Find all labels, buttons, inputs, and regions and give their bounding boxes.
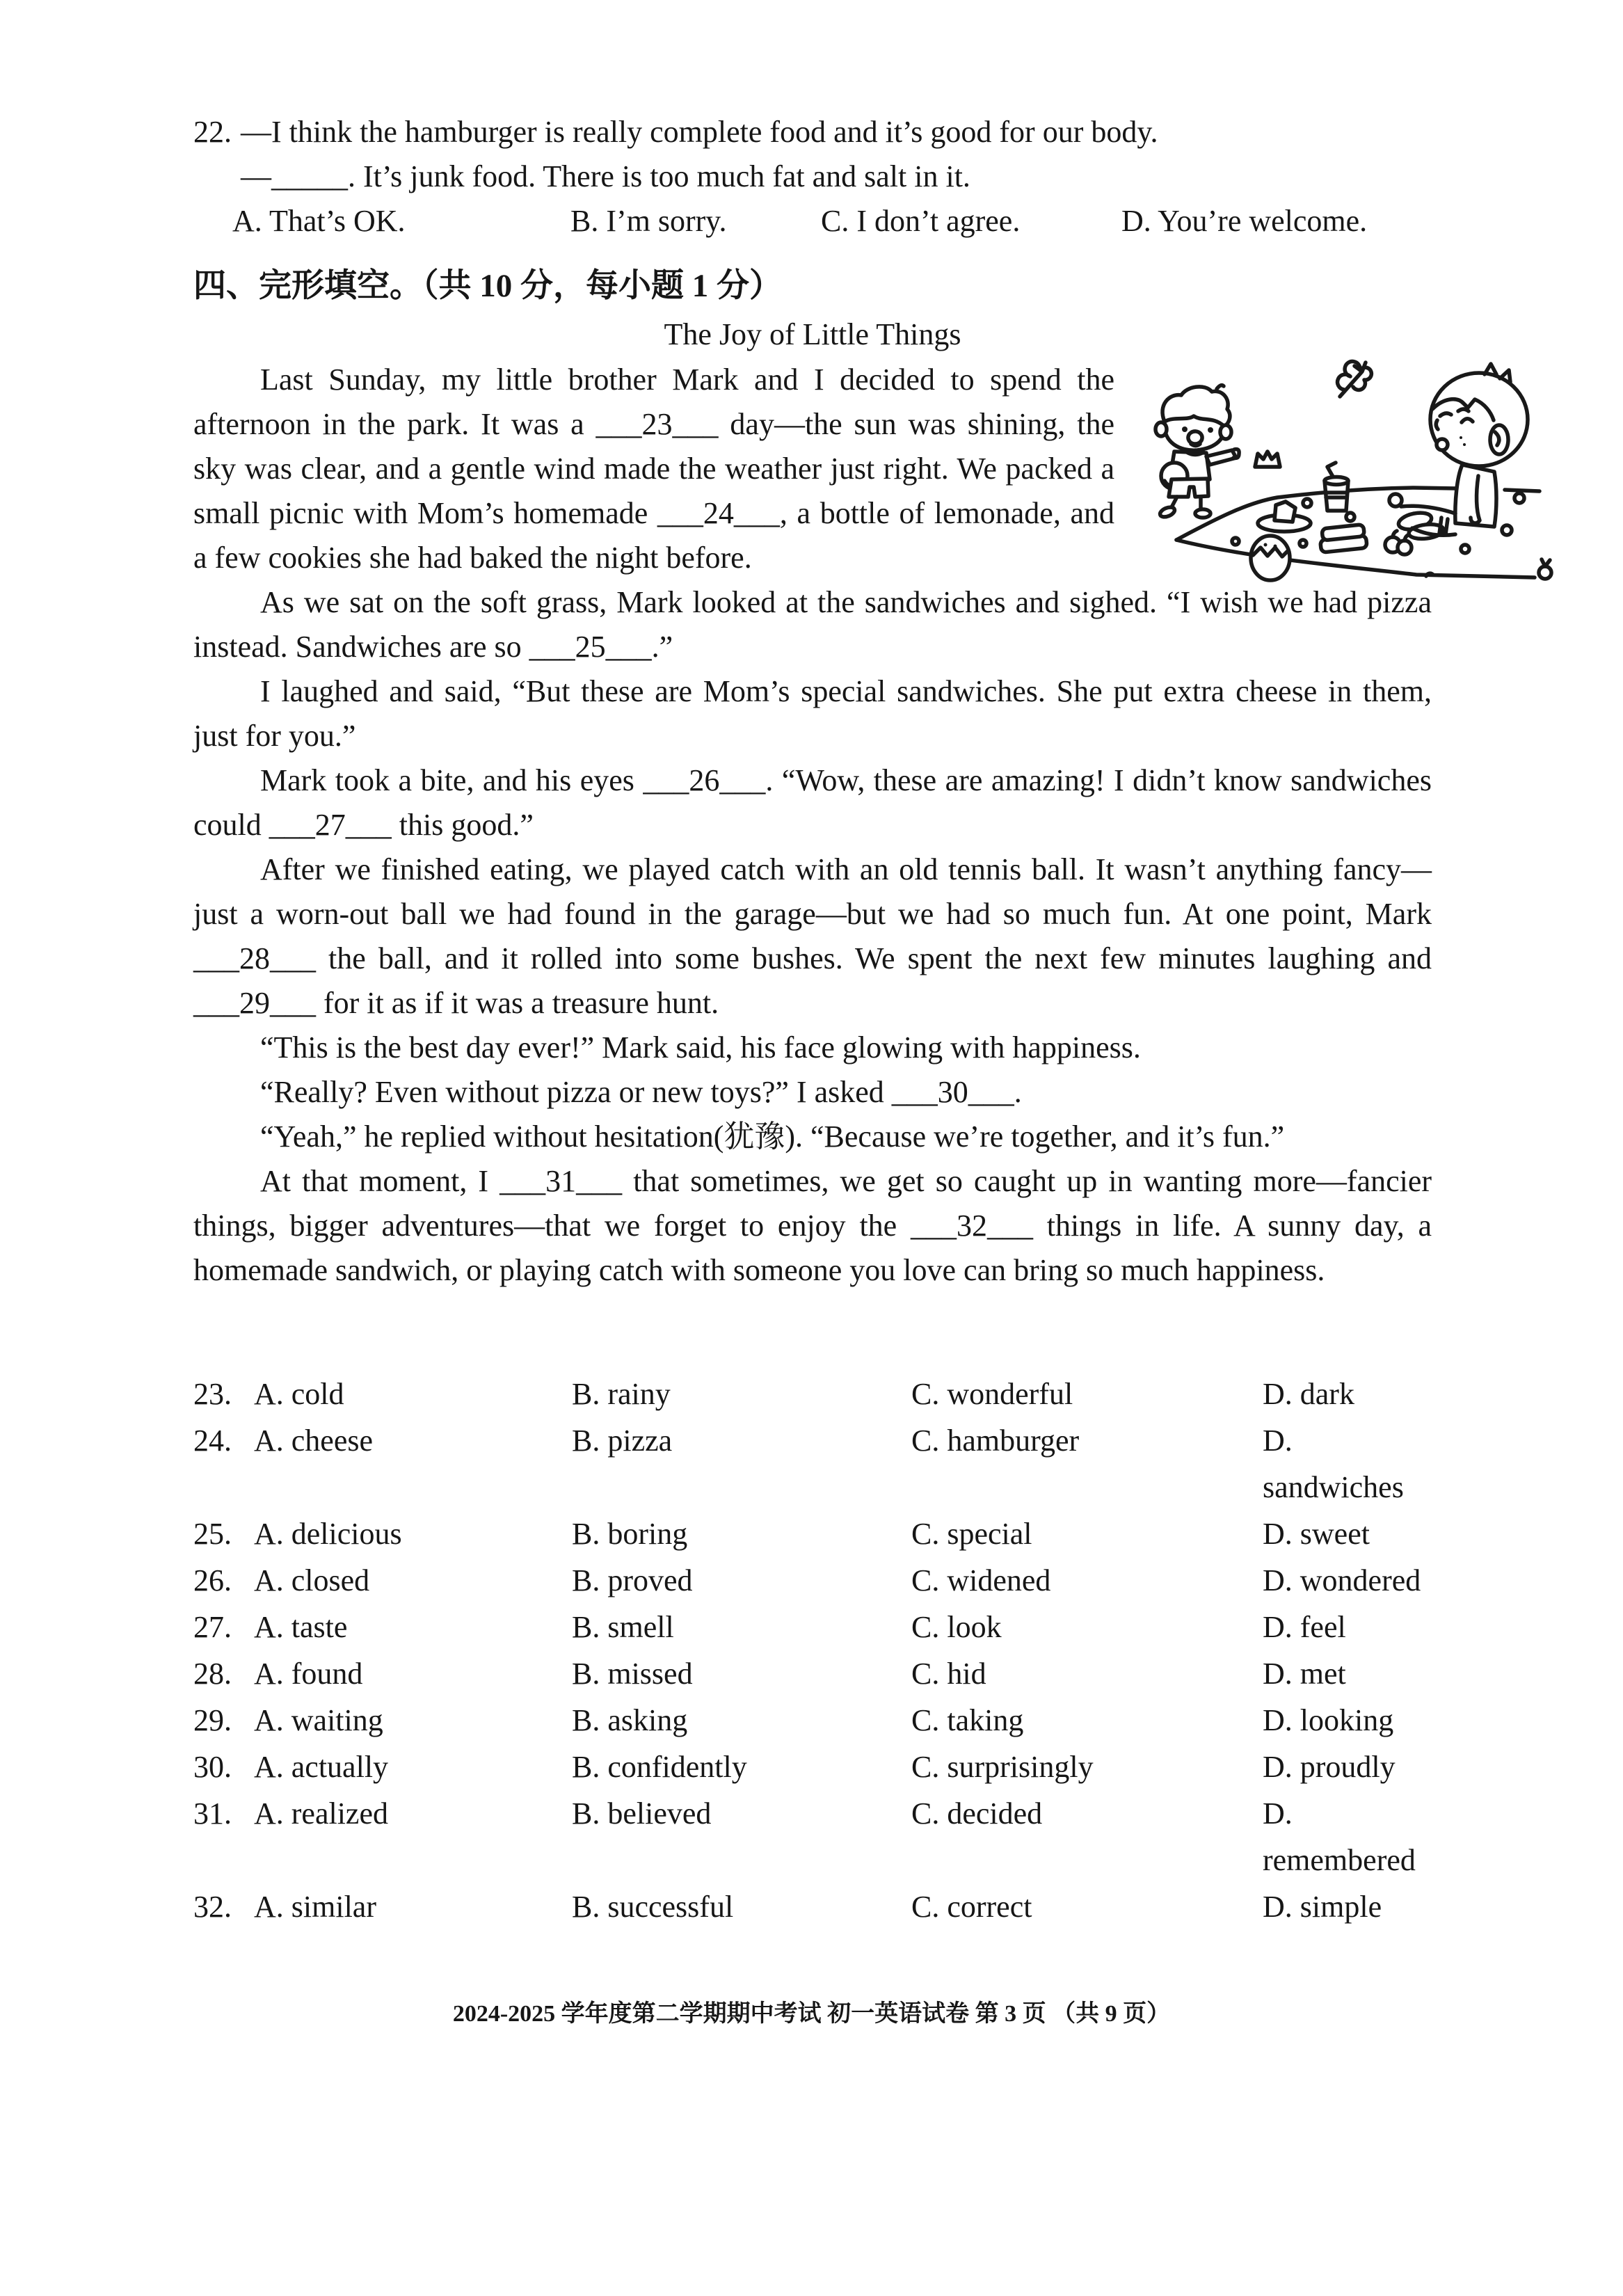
option-a: A. closed bbox=[254, 1563, 370, 1597]
option-c: C. look bbox=[911, 1610, 1002, 1644]
question-number: 29. bbox=[193, 1703, 232, 1737]
passage-paragraph: Mark took a bite, and his eyes ___26___. “Wow, these are amazing! I didn’t know sandwiches could ___27___ this good.” bbox=[193, 763, 1432, 842]
option-d: D. wondered bbox=[1263, 1563, 1421, 1597]
option-d: D. sandwiches bbox=[1263, 1424, 1404, 1504]
passage-paragraph: I laughed and said, “But these are Mom’s special sandwiches. She put extra cheese in them, just for you.” bbox=[193, 674, 1432, 753]
option-row-31 bbox=[193, 1790, 1432, 1883]
option-row-27 bbox=[193, 1604, 1432, 1650]
option-b: B. rainy bbox=[572, 1377, 671, 1411]
question-22-line-1 bbox=[193, 110, 1432, 154]
option-row-26 bbox=[193, 1557, 1432, 1604]
question-22-options bbox=[193, 199, 1432, 244]
option-a: A. similar bbox=[254, 1890, 376, 1924]
option-row-23 bbox=[193, 1371, 1432, 1417]
option-a: A. found bbox=[254, 1657, 363, 1691]
question-number: 24. bbox=[193, 1424, 232, 1458]
option-row-24 bbox=[193, 1417, 1432, 1510]
option-d: D. proudly bbox=[1263, 1750, 1396, 1784]
option-c: C. widened bbox=[911, 1563, 1051, 1597]
option-row-29 bbox=[193, 1697, 1432, 1744]
question-22-line-2: —_____. It’s junk food. There is too much fat and salt in it. bbox=[241, 159, 970, 193]
option-b: B. successful bbox=[572, 1890, 734, 1924]
question-number: 27. bbox=[193, 1610, 232, 1644]
option-d: D. met bbox=[1263, 1657, 1346, 1691]
option-a: A. actually bbox=[254, 1750, 389, 1784]
option-d: D. feel bbox=[1263, 1610, 1346, 1644]
option-b: B. asking bbox=[572, 1703, 688, 1737]
option-row-28 bbox=[193, 1650, 1432, 1697]
cloze-passage bbox=[193, 358, 1432, 1293]
passage-paragraph: After we finished eating, we played catch with an old tennis ball. It wasn’t anything fancy—just a worn-out ball we had found in the garage—but we had so much fun. At one point, Mark ___28___ the ball, and it rolled into some bushes. We spent the next few minutes laughing and ___29___ for it as if it was a treasure hunt. bbox=[193, 852, 1432, 1020]
option-b: B. I’m sorry. bbox=[570, 204, 727, 238]
question-number: 23. bbox=[193, 1377, 232, 1411]
cloze-options-table bbox=[193, 1371, 1432, 1930]
question-22 bbox=[193, 110, 1432, 244]
passage-paragraph: “Really? Even without pizza or new toys?” I asked ___30___. bbox=[260, 1075, 1022, 1109]
option-c: C. I don’t agree. bbox=[821, 204, 1021, 238]
option-a: A. realized bbox=[254, 1796, 388, 1831]
option-a: A. That’s OK. bbox=[232, 204, 406, 238]
option-d: D. looking bbox=[1263, 1703, 1394, 1737]
section-header: 四、完形填空。（共 10 分，每小题 1 分） bbox=[193, 268, 782, 304]
picnic-illustration bbox=[1138, 358, 1590, 570]
question-number: 32. bbox=[193, 1890, 232, 1924]
passage-paragraph: At that moment, I ___31___ that sometimes, we get so caught up in wanting more—fancier things, bigger adventures—that we forget to enjoy the ___32___ things in life. A sunny day, a homemade sandwich, or playing catch with someone you love can bring so much happiness. bbox=[193, 1164, 1432, 1287]
picnic-line-art-drawing bbox=[1138, 338, 1590, 596]
option-b: B. boring bbox=[572, 1517, 688, 1551]
option-a: A. delicious bbox=[254, 1517, 402, 1551]
option-c: C. hid bbox=[911, 1657, 986, 1691]
option-d: D. remembered bbox=[1263, 1796, 1416, 1877]
option-d: D. sweet bbox=[1263, 1517, 1370, 1551]
option-b: B. believed bbox=[572, 1796, 712, 1831]
passage-paragraph: Last Sunday, my little brother Mark and I decided to spend the afternoon in the park. It was a ___23___ day—the sun was shining, the sky was clear, and a gentle wind made the weather just right. We packed a small picnic with Mom’s homemade ___24___, a bottle of lemonade, and a few cookies she had baked the night before. bbox=[193, 362, 1114, 575]
passage-paragraph: As we sat on the soft grass, Mark looked at the sandwiches and sighed. “I wish we had pizza instead. Sandwiches are so ___25___.” bbox=[193, 585, 1432, 664]
question-22-number: 22. bbox=[193, 115, 232, 149]
option-d: D. You’re welcome. bbox=[1121, 204, 1368, 238]
option-b: B. proved bbox=[572, 1563, 693, 1597]
option-c: C. special bbox=[911, 1517, 1032, 1551]
option-d: D. dark bbox=[1263, 1377, 1354, 1411]
option-a: A. cheese bbox=[254, 1424, 374, 1458]
question-number: 31. bbox=[193, 1796, 232, 1831]
passage-paragraph: “This is the best day ever!” Mark said, his face glowing with happiness. bbox=[260, 1030, 1141, 1065]
option-b: B. smell bbox=[572, 1610, 674, 1644]
option-d: D. simple bbox=[1263, 1890, 1382, 1924]
option-row-25 bbox=[193, 1510, 1432, 1557]
question-22-text: —I think the hamburger is really complete food and it’s good for our body. bbox=[241, 115, 1158, 149]
question-number: 26. bbox=[193, 1563, 232, 1597]
question-number: 30. bbox=[193, 1750, 232, 1784]
option-row-30 bbox=[193, 1744, 1432, 1790]
option-c: C. surprisingly bbox=[911, 1750, 1094, 1784]
option-a: A. waiting bbox=[254, 1703, 383, 1737]
question-number: 25. bbox=[193, 1517, 232, 1551]
option-c: C. correct bbox=[911, 1890, 1032, 1924]
question-number: 28. bbox=[193, 1657, 232, 1691]
option-a: A. cold bbox=[254, 1377, 344, 1411]
passage-title: The Joy of Little Things bbox=[664, 317, 961, 351]
page-footer: 2024-2025 学年度第二学期期中考试 初一英语试卷 第 3 页 （共 9 页） bbox=[452, 2001, 1171, 2027]
passage-paragraph: “Yeah,” he replied without hesitation(犹豫). “Because we’re together, and it’s fun.” bbox=[260, 1119, 1285, 1154]
option-c: C. taking bbox=[911, 1703, 1024, 1737]
option-a: A. taste bbox=[254, 1610, 348, 1644]
option-b: B. pizza bbox=[572, 1424, 673, 1458]
option-row-32 bbox=[193, 1883, 1432, 1930]
option-c: C. hamburger bbox=[911, 1424, 1080, 1458]
option-c: C. decided bbox=[911, 1796, 1043, 1831]
option-b: B. confidently bbox=[572, 1750, 747, 1784]
option-b: B. missed bbox=[572, 1657, 693, 1691]
option-c: C. wonderful bbox=[911, 1377, 1073, 1411]
